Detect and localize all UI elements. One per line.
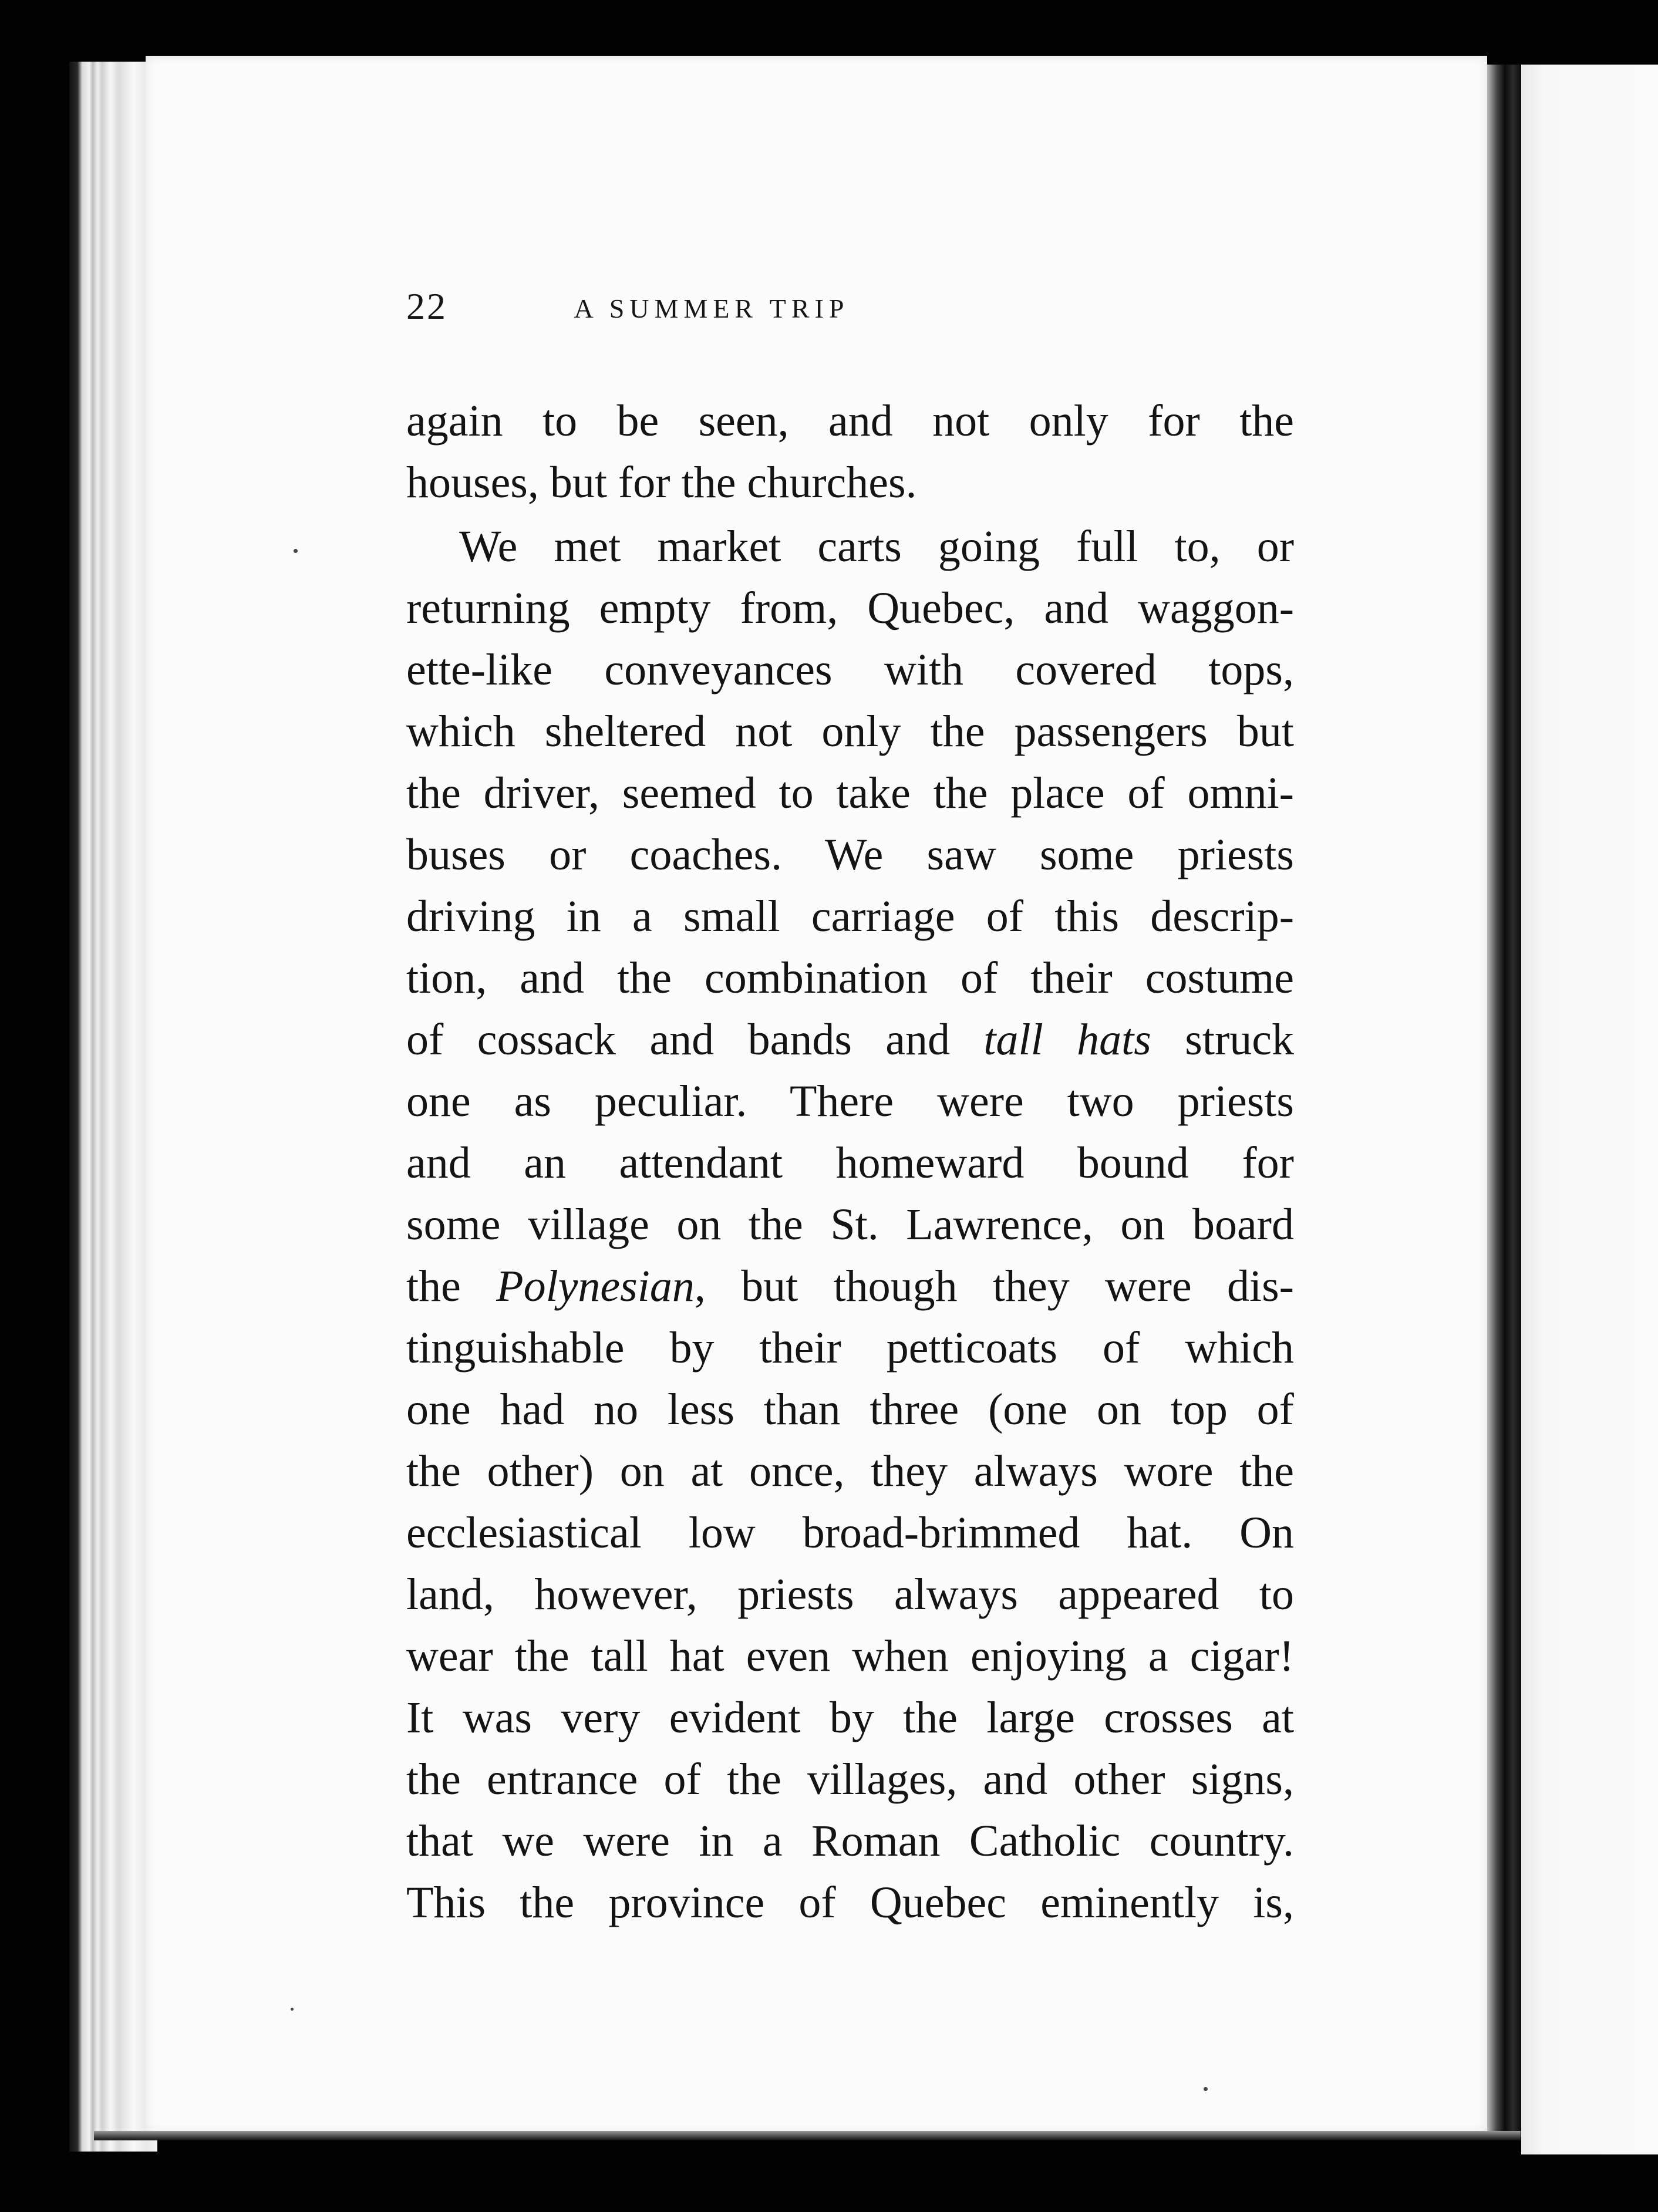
text-line: tion, and the combination of their costume — [406, 953, 1294, 1003]
dust-speck — [1204, 2087, 1208, 2091]
page-bottom-shadow — [94, 2131, 1521, 2140]
text-line: ecclesiastical low broad-brimmed hat. On — [406, 1508, 1294, 1557]
text-line: wear the tall hat even when enjoying a cigar! — [406, 1631, 1294, 1681]
text-line: land, however, priests always appeared to — [406, 1570, 1294, 1619]
binding-gutter — [1487, 65, 1521, 2137]
text-line: and an attendant homeward bound for — [406, 1138, 1294, 1188]
body-text — [406, 390, 1294, 1934]
italic-phrase: tall hats — [983, 1015, 1151, 1064]
line-text: of cossack and bands and — [406, 1015, 984, 1064]
text-line: houses, but for the churches. — [406, 458, 917, 507]
text-line: the driver, seemed to take the place of omni- — [406, 768, 1294, 818]
running-title: A SUMMER TRIP — [574, 294, 850, 323]
text-line: again to be seen, and not only for the — [406, 396, 1294, 446]
running-head — [406, 285, 999, 326]
facing-page-edge — [1521, 65, 1658, 2154]
text-line — [406, 1009, 1294, 1071]
text-line: the entrance of the villages, and other signs, — [406, 1755, 1294, 1804]
dust-speck — [291, 2008, 294, 2011]
text-line: one as peculiar. There were two priests — [406, 1077, 1294, 1126]
dust-speck — [294, 549, 298, 553]
text-line: It was very evident by the large crosses at — [406, 1693, 1294, 1742]
text-line: some village on the St. Lawrence, on board — [406, 1200, 1294, 1249]
text-line: driving in a small carriage of this descrip- — [406, 892, 1294, 941]
text-line: tinguishable by their petticoats of which — [406, 1323, 1294, 1373]
italic-ship-name: Polynesian — [496, 1262, 695, 1311]
text-line — [406, 1256, 1294, 1317]
text-line: one had no less than three (one on top of — [406, 1385, 1294, 1434]
text-line: which sheltered not only the passengers but — [406, 707, 1294, 756]
page-number: 22 — [406, 285, 447, 327]
text-line: This the province of Quebec eminently is, — [406, 1878, 1294, 1927]
text-line: that we were in a Roman Catholic country. — [406, 1816, 1294, 1866]
line-text: , but though they were dis- — [694, 1262, 1294, 1311]
text-line: the other) on at once, they always wore the — [406, 1446, 1294, 1496]
text-line: returning empty from, Quebec, and waggon- — [406, 584, 1294, 633]
text-line: buses or coaches. We saw some priests — [406, 830, 1294, 879]
paragraph-first-line: We met market carts going full to, or — [459, 522, 1294, 571]
line-text: struck — [1151, 1015, 1294, 1064]
left-page-edges — [69, 62, 157, 2152]
line-text: the — [406, 1262, 497, 1311]
text-line: ette-like conveyances with covered tops, — [406, 645, 1294, 694]
